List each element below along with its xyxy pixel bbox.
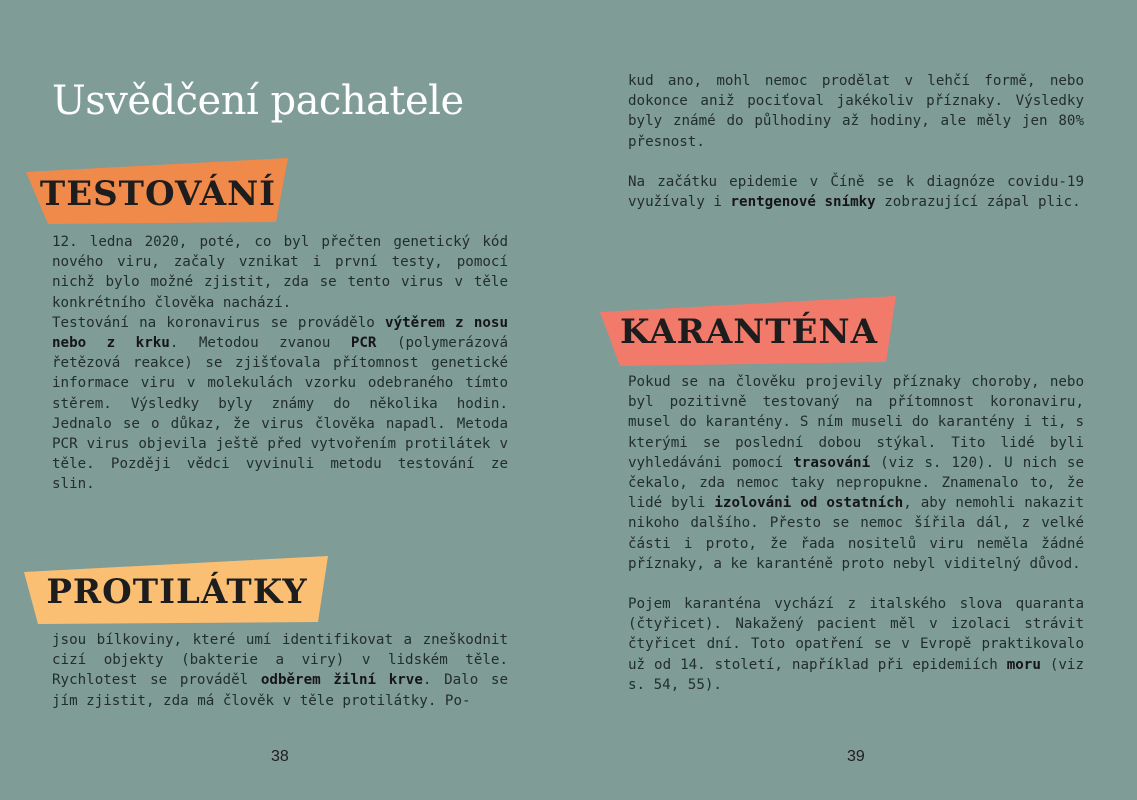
section-banner-testovani [26, 158, 290, 224]
paragraph: jsou bílkoviny, které umí identifikovat a zneškodnit cizí objekty (bakterie a viry) v lidském těle. Rychlotest se prováděl odběrem žilní krve. Dalo se jím zjistit, zda má člověk v těle protilátky. Po- [52, 632, 509, 709]
page-number: 39 [847, 748, 865, 765]
paragraph: Pokud se na člověku projevily příznaky choroby, nebo byl pozitivně testovaný na přítomnost koronaviru, musel do karantény. S ním museli do karantény i ti, s kterými se poslední dobou stýkal. Tito lidé byli vyhledáváni pomocí trasování (viz s. 120). U nich se čekalo, zda nemoc taky nepropukne. Znamenalo to, že lidé byli izolováni od ostatních, aby nemohli nakazit nikoho dalšího. Přesto se nemoc šířila dál, z velké části i proto, že řada nositelů viru neměla žádné příznaky, a ke karanténě proto nebyl viditelný důvod. [628, 374, 1084, 572]
highlight-term: izolováni od ostatních [714, 495, 904, 512]
page-number: 38 [271, 748, 289, 765]
section-heading: TESTOVÁNÍ [39, 174, 277, 214]
continued-text [628, 71, 1084, 212]
paragraph: Na začátku epidemie v Číně se k diagnóze covidu-19 využívaly i rentgenové snímky zobrazující zápal plic. [628, 173, 1084, 211]
highlight-term: PCR [350, 335, 377, 352]
right-page [568, 0, 1137, 800]
highlight-term: odběrem žilní krve [260, 672, 423, 689]
highlight-term: trasování [793, 454, 871, 471]
section-text-karantena [628, 372, 1084, 695]
highlight-term: moru [1006, 656, 1041, 673]
section-text-testovani [52, 232, 508, 495]
paragraph: Pojem karanténa vychází z italského slova quaranta (čtyřicet). Nakažený pacient měl v izolaci strávit čtyřicet dní. Toto opatření se v Evropě praktikovalo už od 14. století, například při epidemiích moru (viz s. 54, 55). [628, 596, 1084, 693]
section-heading: PROTILÁTKY [46, 572, 308, 612]
paragraph: kud ano, mohl nemoc prodělat v lehčí formě, nebo dokonce aniž pociťoval jakékoliv příznaky. Výsledky byly známé do půlhodiny až hodiny, ale měly jen 80% přesnost. [628, 73, 1084, 150]
section-text-protilatky [52, 630, 508, 711]
highlight-term: rentgenové snímky [730, 194, 876, 211]
page-title: Usvědčení pachatele [52, 78, 464, 124]
highlight-term: výtěrem z nosu nebo z krku [52, 314, 508, 352]
section-banner-karantena [600, 296, 898, 366]
section-banner-protilatky [24, 556, 330, 624]
section-heading: KARANTÉNA [620, 312, 878, 352]
paragraph: 12. ledna 2020, poté, co byl přečten genetický kód nového viru, začaly vznikat i první testy, pomocí nichž bylo možné zjistit, zda se tento virus v těle konkrétního člověka nachází. [52, 234, 508, 311]
paragraph: Testování na koronavirus se provádělo výtěrem z nosu nebo z krku. Metodou zvanou PCR (polymerázová řetězová reakce) se zjišťovala přítomnost genetické informace viru v molekulách vzorku odebraného tímto stěrem. Výsledky byly známy do několika hodin. Jednalo se o důkaz, že virus člověka napadl. Metoda PCR virus objevila ještě před vytvořením protilátek v těle. Později vědci vyvinuli metodu testování ze slin. [52, 314, 508, 493]
left-page [0, 0, 568, 800]
